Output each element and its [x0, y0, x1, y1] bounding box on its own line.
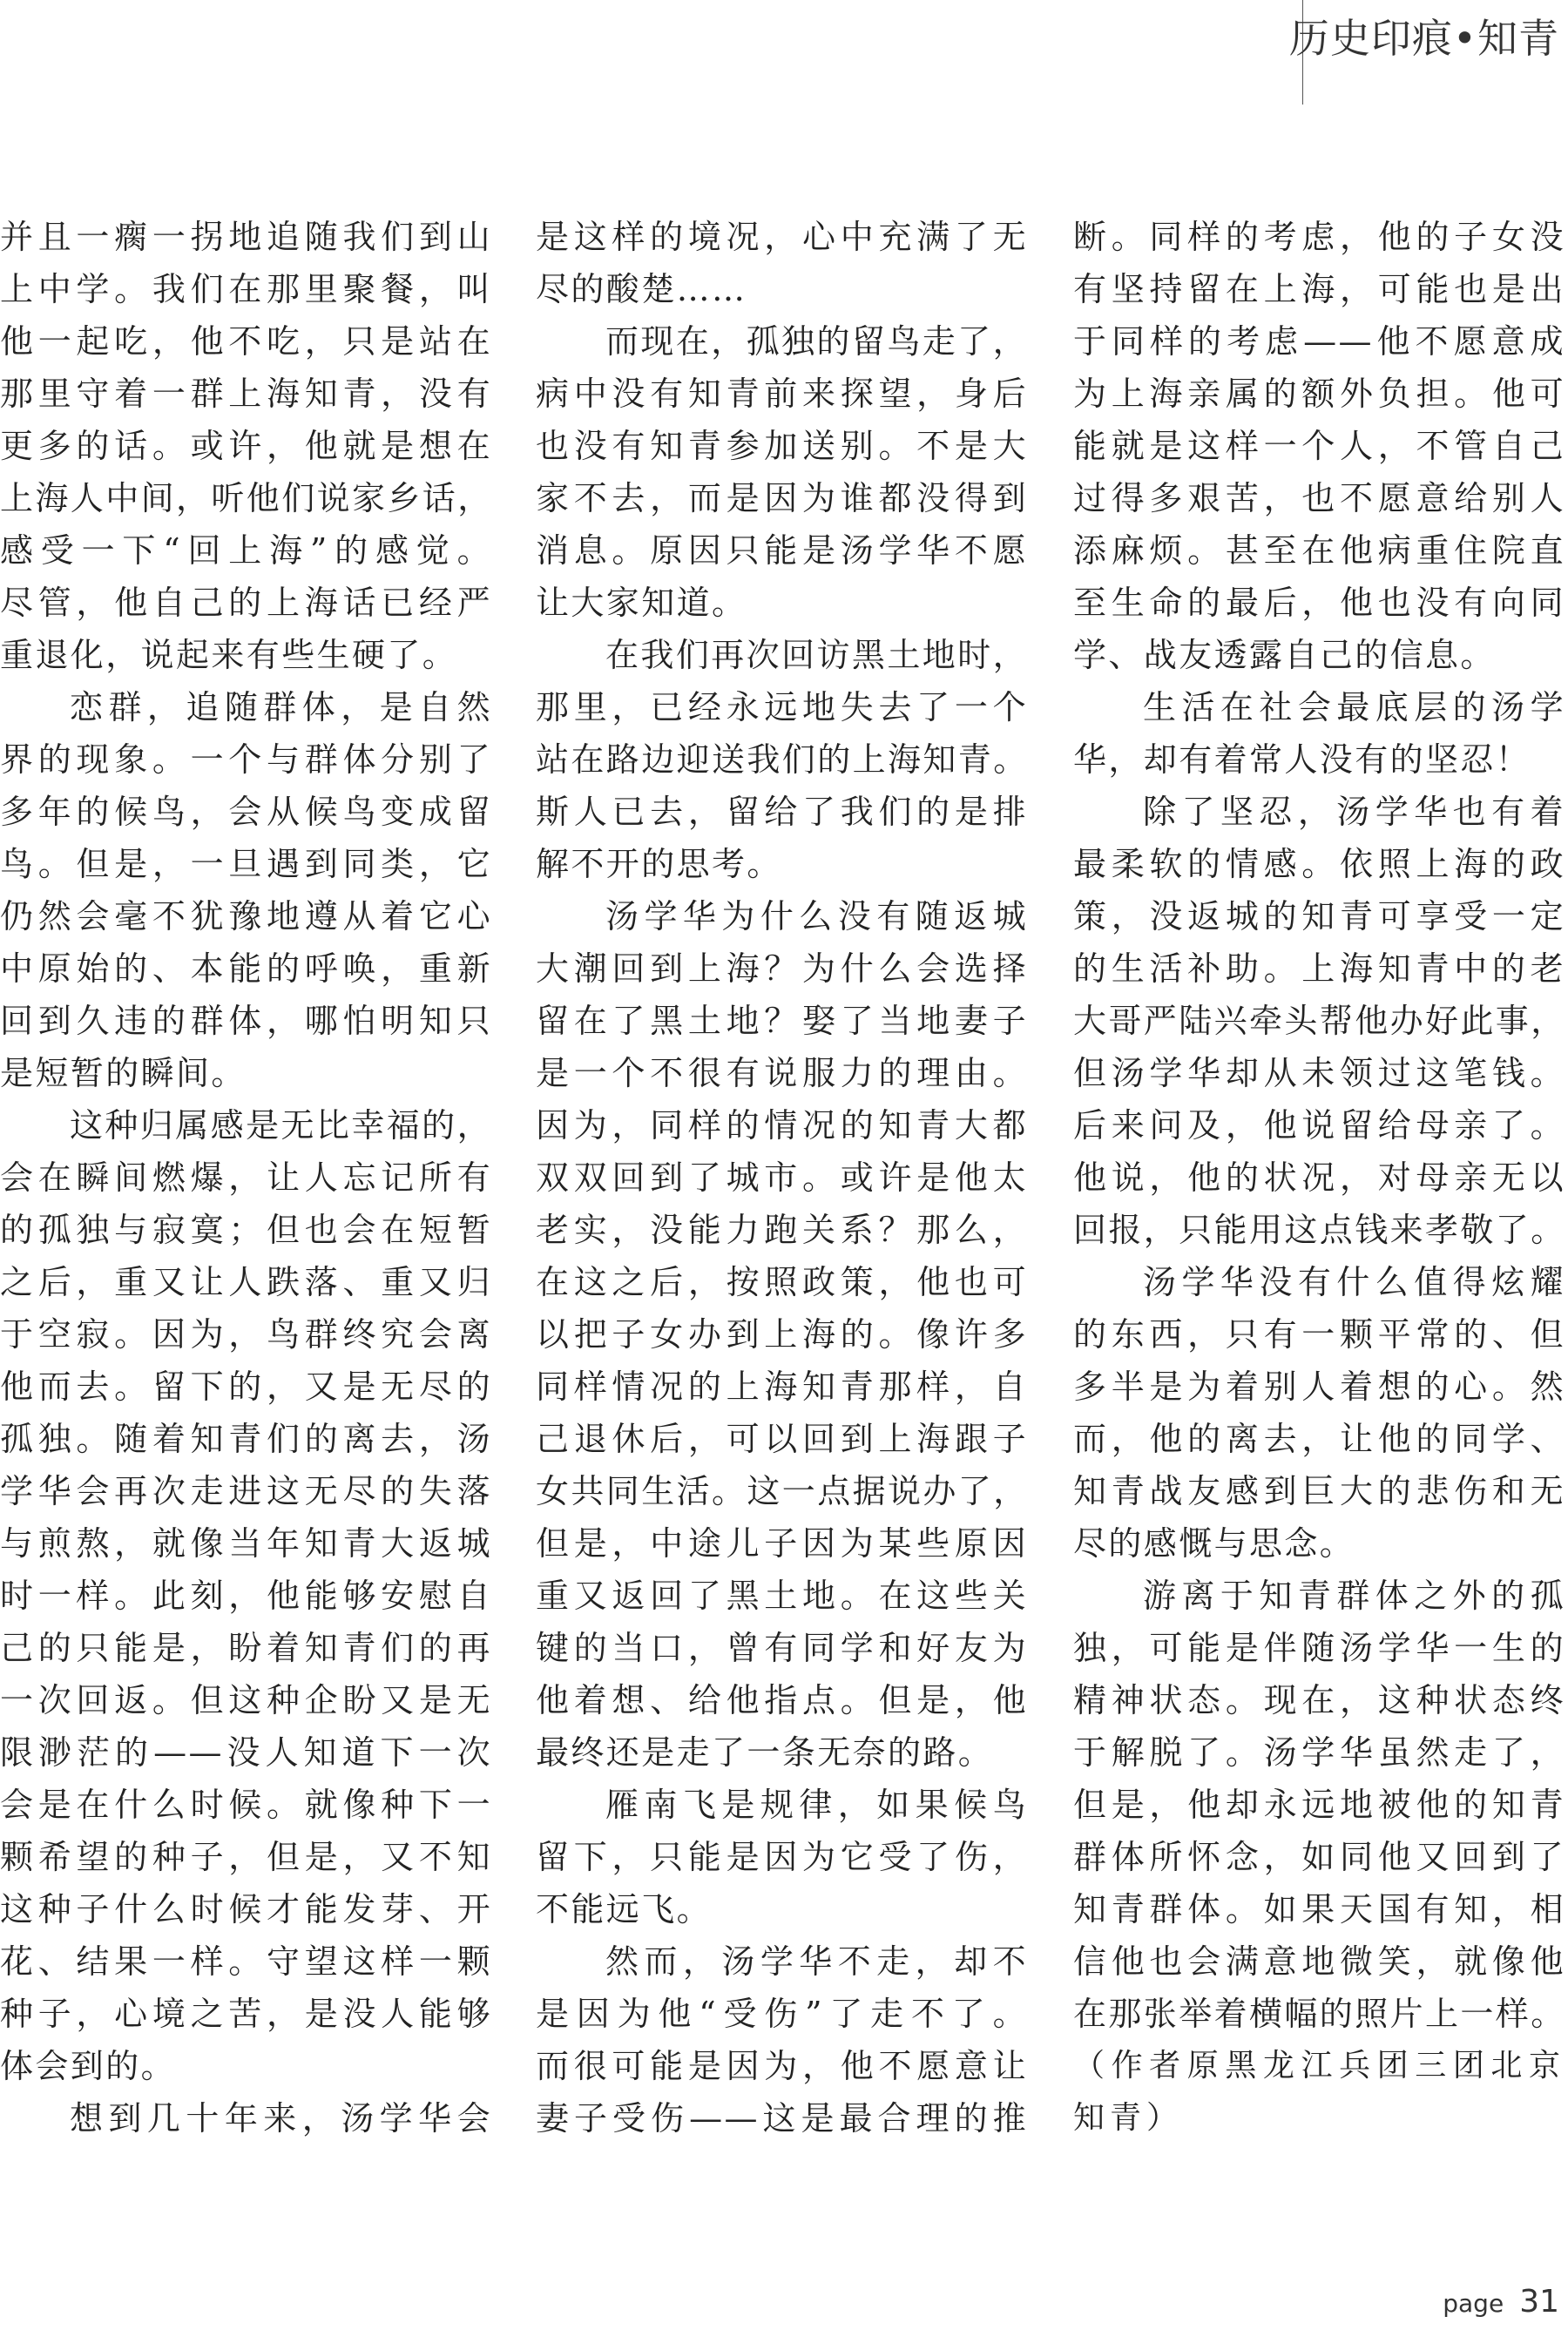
paragraph-start: 这种归属感是无比幸福的，	[70, 1106, 492, 1145]
text-line: 上中学。我们在那里聚餐，叫	[0, 270, 492, 308]
text-line: 时一样。此刻，他能够安慰自	[0, 1577, 492, 1615]
text-line: 后来问及，他说留给母亲了。	[1073, 1106, 1565, 1145]
text-line: 会在瞬间燃爆，让人忘记所有	[0, 1158, 492, 1197]
text-line: 双双回到了城市。或许是他太	[536, 1158, 1028, 1197]
text-line: 群体所怀念，如同他又回到了	[1073, 1838, 1565, 1876]
text-line: 不能远飞。	[536, 1890, 713, 1928]
text-line: 学、战友透露自己的信息。	[1073, 636, 1496, 674]
text-line: 颗希望的种子，但是，又不知	[0, 1838, 492, 1876]
text-line: 尽的酸楚……	[536, 270, 747, 308]
text-line: 但是，他却永远地被他的知青	[1073, 1786, 1565, 1824]
text-line: 鸟。但是，一旦遇到同类，它	[0, 845, 492, 883]
text-line: 于空寂。因为，鸟群终究会离	[0, 1315, 492, 1354]
text-line: 他着想、给他指点。但是，他	[536, 1681, 1028, 1719]
text-line: 己退休后，可以回到上海跟子	[536, 1420, 1028, 1458]
text-line: 知青群体。如果天国有知，相	[1073, 1890, 1565, 1928]
text-line: 那里守着一群上海知青，没有	[0, 375, 492, 413]
text-line: 回报，只能用这点钱来孝敬了。	[1073, 1211, 1566, 1249]
text-line: 也没有知青参加送别。不是大	[536, 427, 1028, 465]
text-line: 是短暂的瞬间。	[0, 1054, 247, 1092]
text-line: 尽管，他自己的上海话已经严	[0, 584, 492, 622]
text-line: 己的只能是，盼着知青们的再	[0, 1629, 492, 1667]
text-line: 并且一瘸一拐地追随我们到山	[0, 218, 492, 256]
text-line: 而，他的离去，让他的同学、	[1073, 1420, 1565, 1458]
text-line: 他说，他的状况，对母亲无以	[1073, 1158, 1565, 1197]
text-line: 过得多艰苦，也不愿意给别人	[1073, 479, 1565, 517]
text-line: 老实，没能力跑关系？那么，	[536, 1211, 1028, 1249]
text-line: 留在了黑土地？娶了当地妻子	[536, 1002, 1028, 1040]
text-line: 学华会再次走进这无尽的失落	[0, 1472, 492, 1510]
text-line: 花、结果一样。守望这样一颗	[0, 1942, 492, 1981]
section-header: 历史印痕•知青	[1288, 15, 1559, 62]
page-label: page	[1443, 2289, 1504, 2318]
paragraph-start: 游离于知青群体之外的孤	[1143, 1577, 1565, 1615]
text-line: 精神状态。现在，这种状态终	[1073, 1681, 1565, 1719]
text-line: 限渺茫的——没人知道下一次	[0, 1733, 492, 1772]
text-line: 的孤独与寂寞；但也会在短暂	[0, 1211, 492, 1249]
paragraph-start: 想到几十年来，汤学华会	[70, 2099, 492, 2138]
column-3	[1073, 211, 1565, 2144]
text-line: 更多的话。或许，他就是想在	[0, 427, 492, 465]
text-line: 因为，同样的情况的知青大都	[536, 1106, 1028, 1145]
text-line: 之后，重又让人跌落、重又归	[0, 1263, 492, 1301]
text-line: 而很可能是因为，他不愿意让	[536, 2047, 1028, 2085]
text-line: 消息。原因只能是汤学华不愿	[536, 531, 1028, 570]
text-line: 同样情况的上海知青那样，自	[536, 1368, 1028, 1406]
text-line: 最柔软的情感。依照上海的政	[1073, 845, 1565, 883]
paragraph-start: 在我们再次回访黑土地时，	[605, 636, 1028, 674]
text-line: 独，可能是伴随汤学华一生的	[1073, 1629, 1565, 1667]
text-line: 站在路边迎送我们的上海知青。	[536, 740, 1029, 779]
text-line: 的生活补助。上海知青中的老	[1073, 949, 1565, 988]
text-line: 知青战友感到巨大的悲伤和无	[1073, 1472, 1565, 1510]
text-line: 以把子女办到上海的。像许多	[536, 1315, 1028, 1354]
paragraph-start: 雁南飞是规律，如果候鸟	[605, 1786, 1028, 1824]
text-line: 有坚持留在上海，可能也是出	[1073, 270, 1565, 308]
text-line: 为上海亲属的额外负担。他可	[1073, 375, 1565, 413]
author-byline-end: 知青）	[1073, 2100, 1184, 2136]
text-line: 最终还是走了一条无奈的路。	[536, 1733, 994, 1772]
paragraph-start: 而现在，孤独的留鸟走了，	[605, 322, 1028, 361]
text-line: 感受一下“回上海”的感觉。	[0, 531, 492, 570]
text-line: 于解脱了。汤学华虽然走了，	[1073, 1733, 1565, 1772]
text-line: 一次回返。但这种企盼又是无	[0, 1681, 492, 1719]
text-line: 重退化，说起来有些生硬了。	[0, 636, 458, 674]
text-line: 这种子什么时候才能发芽、开	[0, 1890, 492, 1928]
text-line: 尽的感慨与思念。	[1073, 1524, 1355, 1563]
text-line: 大哥严陆兴牵头帮他办好此事，	[1073, 1002, 1566, 1040]
text-line: 解不开的思考。	[536, 845, 782, 883]
text-line: 仍然会毫不犹豫地遵从着它心	[0, 897, 492, 935]
page-number: 31	[1519, 2284, 1559, 2320]
paragraph-start: 恋群，追随群体，是自然	[70, 688, 492, 726]
text-line: 能就是这样一个人，不管自己	[1073, 427, 1565, 465]
author-byline: （作者原黑龙江兵团三团北京	[1073, 2048, 1565, 2083]
text-line: 策，没返城的知青可享受一定	[1073, 897, 1565, 935]
paragraph-start: 汤学华没有什么值得炫耀	[1143, 1263, 1565, 1301]
text-line: 上海人中间，听他们说家乡话，	[0, 479, 493, 517]
text-line: 让大家知道。	[536, 584, 747, 622]
paragraph-start: 生活在社会最底层的汤学	[1143, 688, 1565, 726]
text-line: 的东西，只有一颗平常的、但	[1073, 1315, 1565, 1354]
text-line: 与煎熬，就像当年知青大返城	[0, 1524, 492, 1563]
text-line: 是因为他“受伤”了走不了。	[536, 1995, 1028, 2033]
text-line: 添麻烦。甚至在他病重住院直	[1073, 531, 1565, 570]
text-line: 键的当口，曾有同学和好友为	[536, 1629, 1028, 1667]
text-line: 是这样的境况，心中充满了无	[536, 218, 1028, 256]
text-line: 女共同生活。这一点据说办了，	[536, 1472, 1029, 1510]
text-line: 但汤学华却从未领过这笔钱。	[1073, 1054, 1565, 1092]
text-line: 但是，中途儿子因为某些原因	[536, 1524, 1028, 1563]
text-line: 留下，只能是因为它受了伤，	[536, 1838, 1028, 1876]
text-line: 会是在什么时候。就像种下一	[0, 1786, 492, 1824]
text-line: 那里，已经永远地失去了一个	[536, 688, 1028, 726]
text-line: 华，却有着常人没有的坚忍！	[1073, 740, 1531, 779]
text-line: 界的现象。一个与群体分别了	[0, 740, 492, 779]
text-line: 种子，心境之苦，是没人能够	[0, 1995, 492, 2033]
text-line: 信他也会满意地微笑，就像他	[1073, 1942, 1565, 1981]
text-line: 中原始的、本能的呼唤，重新	[0, 949, 492, 988]
text-line: 回到久违的群体，哪怕明知只	[0, 1002, 492, 1040]
text-line: 多年的候鸟，会从候鸟变成留	[0, 793, 492, 831]
text-line: 于同样的考虑——他不愿意成	[1073, 322, 1565, 361]
text-line: 多半是为着别人着想的心。然	[1073, 1368, 1565, 1406]
text-line: 至生命的最后，他也没有向同	[1073, 584, 1565, 622]
text-line: 孤独。随着知青们的离去，汤	[0, 1420, 492, 1458]
text-line: 病中没有知青前来探望，身后	[536, 375, 1028, 413]
text-line: 体会到的。	[0, 2047, 177, 2085]
paragraph-start: 除了坚忍，汤学华也有着	[1143, 793, 1565, 831]
text-line: 在这之后，按照政策，他也可	[536, 1263, 1028, 1301]
text-line: 是一个不很有说服力的理由。	[536, 1054, 1028, 1092]
text-line: 妻子受伤——这是最合理的推	[536, 2099, 1028, 2138]
text-line: 在那张举着横幅的照片上一样。	[1073, 1995, 1566, 2033]
paragraph-start: 汤学华为什么没有随返城	[605, 897, 1028, 935]
text-line: 他而去。留下的，又是无尽的	[0, 1368, 492, 1406]
text-line: 家不去，而是因为谁都没得到	[536, 479, 1028, 517]
paragraph-start: 然而，汤学华不走，却不	[605, 1942, 1028, 1981]
text-line: 斯人已去，留给了我们的是排	[536, 793, 1028, 831]
page-footer	[1443, 2284, 1559, 2320]
column-1	[0, 211, 492, 2144]
column-2	[536, 211, 1028, 2144]
text-line: 他一起吃，他不吃，只是站在	[0, 322, 492, 361]
text-line: 断。同样的考虑，他的子女没	[1073, 218, 1565, 256]
text-line: 重又返回了黑土地。在这些关	[536, 1577, 1028, 1615]
text-line: 大潮回到上海？为什么会选择	[536, 949, 1028, 988]
